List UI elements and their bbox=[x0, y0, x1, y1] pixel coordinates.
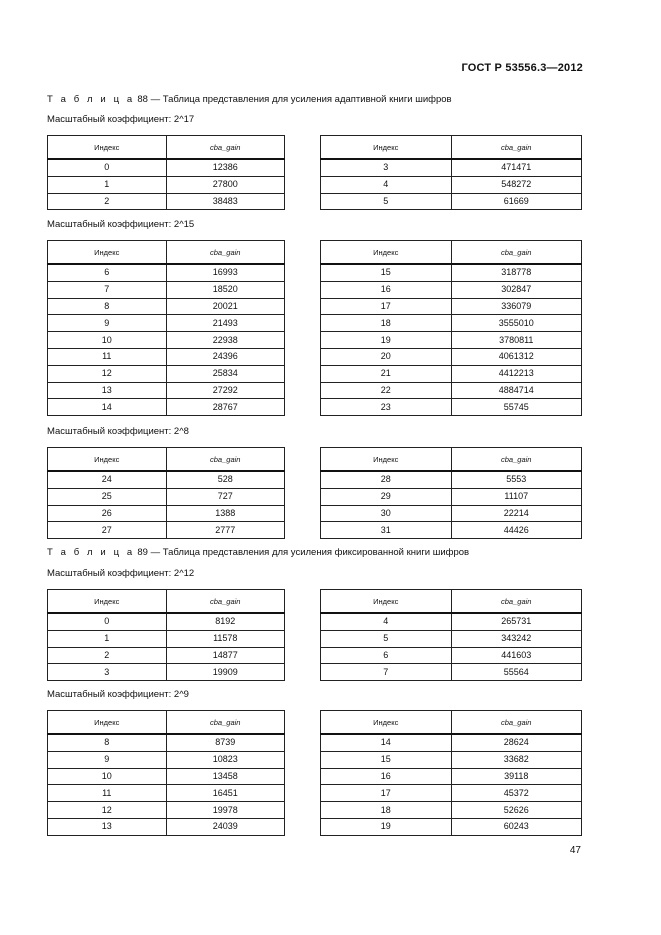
cba-gain-cell: 727 bbox=[166, 488, 285, 505]
table-89-caption bbox=[47, 547, 469, 558]
table-row bbox=[48, 488, 285, 505]
table-row bbox=[48, 522, 285, 539]
index-cell: 16 bbox=[321, 281, 452, 298]
cba-gain-cell: 14877 bbox=[166, 647, 285, 664]
table-row bbox=[321, 505, 582, 522]
table-header-row bbox=[48, 590, 285, 614]
index-cell: 23 bbox=[321, 399, 452, 416]
table-row bbox=[48, 785, 285, 802]
table-row bbox=[48, 193, 285, 210]
column-header-cba-gain: cba_gain bbox=[166, 590, 285, 614]
cba-gain-cell: 27800 bbox=[166, 176, 285, 193]
cba-gain-cell: 11578 bbox=[166, 630, 285, 647]
index-cell: 31 bbox=[321, 522, 452, 539]
table-row bbox=[321, 348, 582, 365]
table-row bbox=[48, 315, 285, 332]
gain-table bbox=[320, 710, 582, 836]
column-header-index: Индекс bbox=[48, 241, 167, 265]
column-header-index: Индекс bbox=[48, 136, 167, 160]
table-row bbox=[321, 488, 582, 505]
cba-gain-cell: 336079 bbox=[451, 298, 582, 315]
table-row bbox=[321, 471, 582, 488]
cba-gain-cell: 45372 bbox=[451, 785, 582, 802]
cba-gain-cell: 16993 bbox=[166, 264, 285, 281]
cba-gain-cell: 3780811 bbox=[451, 332, 582, 349]
table-header-row bbox=[48, 136, 285, 160]
cba-gain-cell: 21493 bbox=[166, 315, 285, 332]
table-row bbox=[48, 818, 285, 835]
index-cell: 1 bbox=[48, 630, 167, 647]
table-89-title: 89 — Таблица представления для усиления фиксированной книги шифров bbox=[137, 547, 470, 558]
index-cell: 15 bbox=[321, 751, 452, 768]
gain-table bbox=[47, 710, 285, 836]
table-row bbox=[48, 348, 285, 365]
index-cell: 3 bbox=[48, 664, 167, 681]
index-cell: 0 bbox=[48, 613, 167, 630]
table-row bbox=[48, 630, 285, 647]
table-row bbox=[48, 751, 285, 768]
table-label: Т а б л и ц а bbox=[47, 94, 135, 105]
table-row bbox=[48, 399, 285, 416]
scale-factor-label: Масштабный коэффициент: 2^12 bbox=[47, 568, 195, 579]
gain-table bbox=[47, 135, 285, 210]
cba-gain-cell: 19978 bbox=[166, 802, 285, 819]
scale-factor-label: Масштабный коэффициент: 2^17 bbox=[47, 114, 195, 125]
cba-gain-cell: 27292 bbox=[166, 382, 285, 399]
gain-table bbox=[320, 240, 582, 416]
table-row bbox=[48, 298, 285, 315]
cba-gain-cell: 52626 bbox=[451, 802, 582, 819]
column-header-index: Индекс bbox=[48, 590, 167, 614]
cba-gain-cell: 10823 bbox=[166, 751, 285, 768]
table-row bbox=[321, 613, 582, 630]
table-row bbox=[48, 613, 285, 630]
index-cell: 16 bbox=[321, 768, 452, 785]
cba-gain-cell: 1388 bbox=[166, 505, 285, 522]
table-row bbox=[321, 630, 582, 647]
cba-gain-cell: 2777 bbox=[166, 522, 285, 539]
index-cell: 24 bbox=[48, 471, 167, 488]
index-cell: 17 bbox=[321, 785, 452, 802]
index-cell: 3 bbox=[321, 159, 452, 176]
cba-gain-cell: 302847 bbox=[451, 281, 582, 298]
cba-gain-cell: 548272 bbox=[451, 176, 582, 193]
table-row bbox=[321, 734, 582, 751]
index-cell: 28 bbox=[321, 471, 452, 488]
table-row bbox=[321, 399, 582, 416]
table-88-title: 88 — Таблица представления для усиления адаптивной книги шифров bbox=[137, 94, 452, 105]
cba-gain-cell: 22938 bbox=[166, 332, 285, 349]
index-cell: 2 bbox=[48, 193, 167, 210]
column-header-cba-gain: cba_gain bbox=[166, 136, 285, 160]
cba-gain-cell: 19909 bbox=[166, 664, 285, 681]
table-row bbox=[321, 176, 582, 193]
index-cell: 30 bbox=[321, 505, 452, 522]
cba-gain-cell: 28624 bbox=[451, 734, 582, 751]
index-cell: 25 bbox=[48, 488, 167, 505]
table-row bbox=[321, 522, 582, 539]
index-cell: 10 bbox=[48, 332, 167, 349]
gain-table bbox=[320, 447, 582, 539]
index-cell: 29 bbox=[321, 488, 452, 505]
column-header-index: Индекс bbox=[321, 448, 452, 472]
index-cell: 14 bbox=[48, 399, 167, 416]
table-row bbox=[48, 332, 285, 349]
column-header-cba-gain: cba_gain bbox=[451, 448, 582, 472]
table-row bbox=[48, 664, 285, 681]
table-row bbox=[321, 647, 582, 664]
index-cell: 5 bbox=[321, 193, 452, 210]
column-header-index: Индекс bbox=[321, 590, 452, 614]
gain-table bbox=[320, 135, 582, 210]
table-row bbox=[48, 734, 285, 751]
index-cell: 10 bbox=[48, 768, 167, 785]
cba-gain-cell: 39118 bbox=[451, 768, 582, 785]
cba-gain-cell: 61669 bbox=[451, 193, 582, 210]
scale-factor-label: Масштабный коэффициент: 2^15 bbox=[47, 219, 195, 230]
table-row bbox=[321, 159, 582, 176]
cba-gain-cell: 441603 bbox=[451, 647, 582, 664]
index-cell: 26 bbox=[48, 505, 167, 522]
table-row bbox=[321, 193, 582, 210]
cba-gain-cell: 55745 bbox=[451, 399, 582, 416]
index-cell: 11 bbox=[48, 348, 167, 365]
index-cell: 9 bbox=[48, 315, 167, 332]
table-row bbox=[321, 332, 582, 349]
index-cell: 15 bbox=[321, 264, 452, 281]
index-cell: 7 bbox=[321, 664, 452, 681]
index-cell: 17 bbox=[321, 298, 452, 315]
table-header-row bbox=[321, 136, 582, 160]
index-cell: 12 bbox=[48, 802, 167, 819]
cba-gain-cell: 60243 bbox=[451, 818, 582, 835]
index-cell: 8 bbox=[48, 734, 167, 751]
gain-table bbox=[47, 447, 285, 539]
table-header-row bbox=[321, 241, 582, 265]
table-row bbox=[321, 751, 582, 768]
cba-gain-cell: 318778 bbox=[451, 264, 582, 281]
cba-gain-cell: 38483 bbox=[166, 193, 285, 210]
cba-gain-cell: 24396 bbox=[166, 348, 285, 365]
column-header-cba-gain: cba_gain bbox=[451, 711, 582, 735]
cba-gain-cell: 343242 bbox=[451, 630, 582, 647]
table-row bbox=[48, 176, 285, 193]
cba-gain-cell: 471471 bbox=[451, 159, 582, 176]
index-cell: 6 bbox=[48, 264, 167, 281]
column-header-cba-gain: cba_gain bbox=[451, 136, 582, 160]
column-header-cba-gain: cba_gain bbox=[166, 241, 285, 265]
gain-table bbox=[47, 589, 285, 681]
cba-gain-cell: 3555010 bbox=[451, 315, 582, 332]
table-row bbox=[48, 159, 285, 176]
cba-gain-cell: 5553 bbox=[451, 471, 582, 488]
table-row bbox=[48, 802, 285, 819]
index-cell: 18 bbox=[321, 802, 452, 819]
cba-gain-cell: 28767 bbox=[166, 399, 285, 416]
table-row bbox=[48, 647, 285, 664]
index-cell: 5 bbox=[321, 630, 452, 647]
table-row bbox=[321, 785, 582, 802]
table-row bbox=[48, 768, 285, 785]
index-cell: 0 bbox=[48, 159, 167, 176]
page-number: 47 bbox=[569, 845, 581, 856]
document-code: ГОСТ Р 53556.3—2012 bbox=[461, 62, 583, 74]
table-row bbox=[48, 281, 285, 298]
column-header-cba-gain: cba_gain bbox=[166, 711, 285, 735]
table-row bbox=[48, 365, 285, 382]
cba-gain-cell: 265731 bbox=[451, 613, 582, 630]
column-header-cba-gain: cba_gain bbox=[451, 241, 582, 265]
index-cell: 2 bbox=[48, 647, 167, 664]
index-cell: 13 bbox=[48, 382, 167, 399]
index-cell: 4 bbox=[321, 613, 452, 630]
table-row bbox=[48, 471, 285, 488]
table-row bbox=[321, 298, 582, 315]
cba-gain-cell: 20021 bbox=[166, 298, 285, 315]
column-header-cba-gain: cba_gain bbox=[451, 590, 582, 614]
cba-gain-cell: 12386 bbox=[166, 159, 285, 176]
index-cell: 14 bbox=[321, 734, 452, 751]
table-header-row bbox=[48, 711, 285, 735]
cba-gain-cell: 8192 bbox=[166, 613, 285, 630]
index-cell: 20 bbox=[321, 348, 452, 365]
index-cell: 6 bbox=[321, 647, 452, 664]
table-row bbox=[48, 264, 285, 281]
table-row bbox=[321, 264, 582, 281]
table-row bbox=[321, 664, 582, 681]
table-row bbox=[321, 818, 582, 835]
column-header-index: Индекс bbox=[48, 448, 167, 472]
cba-gain-cell: 528 bbox=[166, 471, 285, 488]
index-cell: 18 bbox=[321, 315, 452, 332]
gain-table bbox=[320, 589, 582, 681]
table-row bbox=[48, 505, 285, 522]
cba-gain-cell: 55564 bbox=[451, 664, 582, 681]
cba-gain-cell: 33682 bbox=[451, 751, 582, 768]
index-cell: 21 bbox=[321, 365, 452, 382]
table-88-caption bbox=[47, 94, 452, 105]
cba-gain-cell: 22214 bbox=[451, 505, 582, 522]
index-cell: 9 bbox=[48, 751, 167, 768]
index-cell: 19 bbox=[321, 818, 452, 835]
table-header-row bbox=[321, 711, 582, 735]
cba-gain-cell: 24039 bbox=[166, 818, 285, 835]
cba-gain-cell: 16451 bbox=[166, 785, 285, 802]
index-cell: 13 bbox=[48, 818, 167, 835]
cba-gain-cell: 11107 bbox=[451, 488, 582, 505]
table-header-row bbox=[321, 448, 582, 472]
index-cell: 22 bbox=[321, 382, 452, 399]
index-cell: 27 bbox=[48, 522, 167, 539]
cba-gain-cell: 44426 bbox=[451, 522, 582, 539]
cba-gain-cell: 8739 bbox=[166, 734, 285, 751]
index-cell: 19 bbox=[321, 332, 452, 349]
table-header-row bbox=[48, 241, 285, 265]
column-header-index: Индекс bbox=[48, 711, 167, 735]
index-cell: 4 bbox=[321, 176, 452, 193]
column-header-index: Индекс bbox=[321, 136, 452, 160]
column-header-cba-gain: cba_gain bbox=[166, 448, 285, 472]
table-row bbox=[48, 382, 285, 399]
cba-gain-cell: 4061312 bbox=[451, 348, 582, 365]
column-header-index: Индекс bbox=[321, 711, 452, 735]
cba-gain-cell: 25834 bbox=[166, 365, 285, 382]
table-row bbox=[321, 281, 582, 298]
cba-gain-cell: 4412213 bbox=[451, 365, 582, 382]
gain-table bbox=[47, 240, 285, 416]
table-row bbox=[321, 365, 582, 382]
table-label: Т а б л и ц а bbox=[47, 547, 135, 558]
table-row bbox=[321, 802, 582, 819]
index-cell: 11 bbox=[48, 785, 167, 802]
index-cell: 7 bbox=[48, 281, 167, 298]
table-row bbox=[321, 768, 582, 785]
column-header-index: Индекс bbox=[321, 241, 452, 265]
cba-gain-cell: 13458 bbox=[166, 768, 285, 785]
scale-factor-label: Масштабный коэффициент: 2^8 bbox=[47, 426, 189, 437]
cba-gain-cell: 18520 bbox=[166, 281, 285, 298]
index-cell: 1 bbox=[48, 176, 167, 193]
table-header-row bbox=[321, 590, 582, 614]
index-cell: 8 bbox=[48, 298, 167, 315]
table-row bbox=[321, 382, 582, 399]
table-header-row bbox=[48, 448, 285, 472]
table-row bbox=[321, 315, 582, 332]
cba-gain-cell: 4884714 bbox=[451, 382, 582, 399]
index-cell: 12 bbox=[48, 365, 167, 382]
scale-factor-label: Масштабный коэффициент: 2^9 bbox=[47, 689, 189, 700]
